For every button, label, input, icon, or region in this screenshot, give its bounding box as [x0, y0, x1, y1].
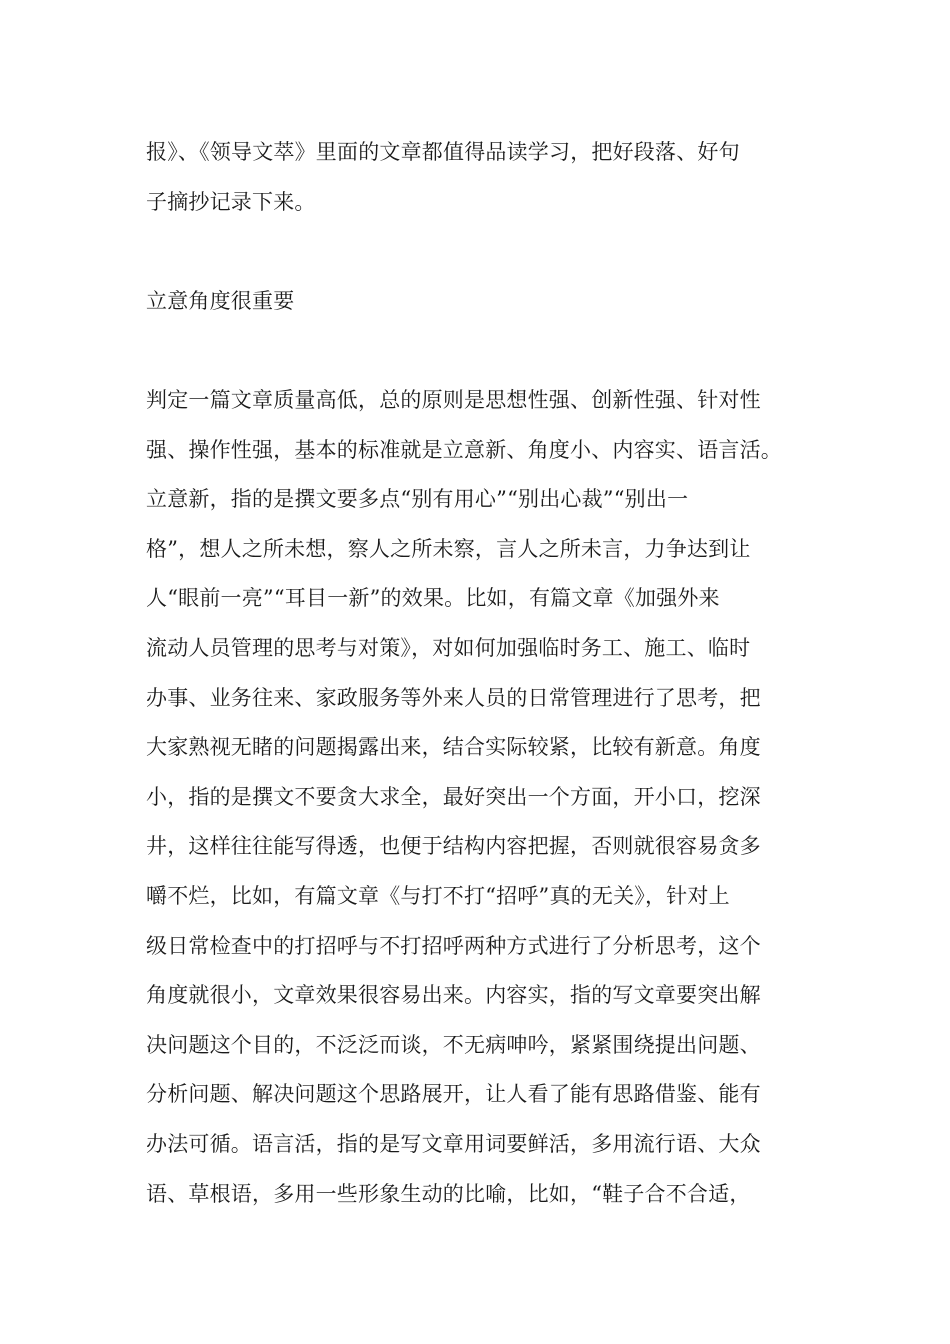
text-line: 决问题这个目的，不泛泛而谈，不无病呻吟，紧紧围绕提出问题、 — [146, 1032, 761, 1057]
text-line: 大家熟视无睹的问题揭露出来，结合实际较紧，比较有新意。角度 — [146, 735, 761, 760]
text-line: 判定一篇文章质量高低，总的原则是思想性强、创新性强、针对性 — [146, 388, 761, 412]
text-line: 分析问题、解决问题这个思路展开，让人看了能有思路借鉴、能有 — [146, 1082, 761, 1107]
body-paragraph — [146, 376, 822, 1219]
section-heading: 立意角度很重要 — [146, 289, 295, 313]
text-line: 级日常检查中的打招呼与不打招呼两种方式进行了分析思考，这个 — [146, 933, 761, 958]
text-line: 人“眼前一亮”“耳目一新”的效果。比如，有篇文章《加强外来 — [146, 586, 720, 611]
text-line: 格”，想人之所未想，察人之所未察，言人之所未言，力争达到让 — [146, 536, 751, 561]
text-line: 办事、业务往来、家政服务等外来人员的日常管理进行了思考，把 — [146, 685, 761, 710]
text-line: 小，指的是撰文不要贪大求全，最好突出一个方面，开小口，挖深 — [146, 784, 761, 809]
text-line: 语、草根语，多用一些形象生动的比喻，比如，“鞋子合不合适， — [146, 1181, 751, 1206]
intro-paragraph — [146, 128, 822, 227]
section-heading-block — [146, 277, 822, 327]
text-line: 嚼不烂，比如，有篇文章《与打不打“招呼”真的无关》，针对上 — [146, 883, 730, 908]
text-line: 角度就很小，文章效果很容易出来。内容实，指的写文章要突出解 — [146, 983, 761, 1008]
text-line: 办法可循。语言活，指的是写文章用词要鲜活，多用流行语、大众 — [146, 1131, 761, 1156]
text-line: 子摘抄记录下来。 — [146, 189, 316, 214]
text-line: 报》、《领导文萃》里面的文章都值得品读学习，把好段落、好句 — [146, 140, 740, 164]
text-line: 井，这样往往能写得透，也便于结构内容把握，否则就很容易贪多 — [146, 834, 761, 859]
text-line: 强、操作性强，基本的标准就是立意新、角度小、内容实、语言活。 — [146, 437, 782, 462]
text-line: 流动人员管理的思考与对策》，对如何加强临时务工、施工、临时 — [146, 635, 751, 660]
text-line: 立意新，指的是撰文要多点“别有用心”“别出心裁”“别出一 — [146, 487, 689, 512]
